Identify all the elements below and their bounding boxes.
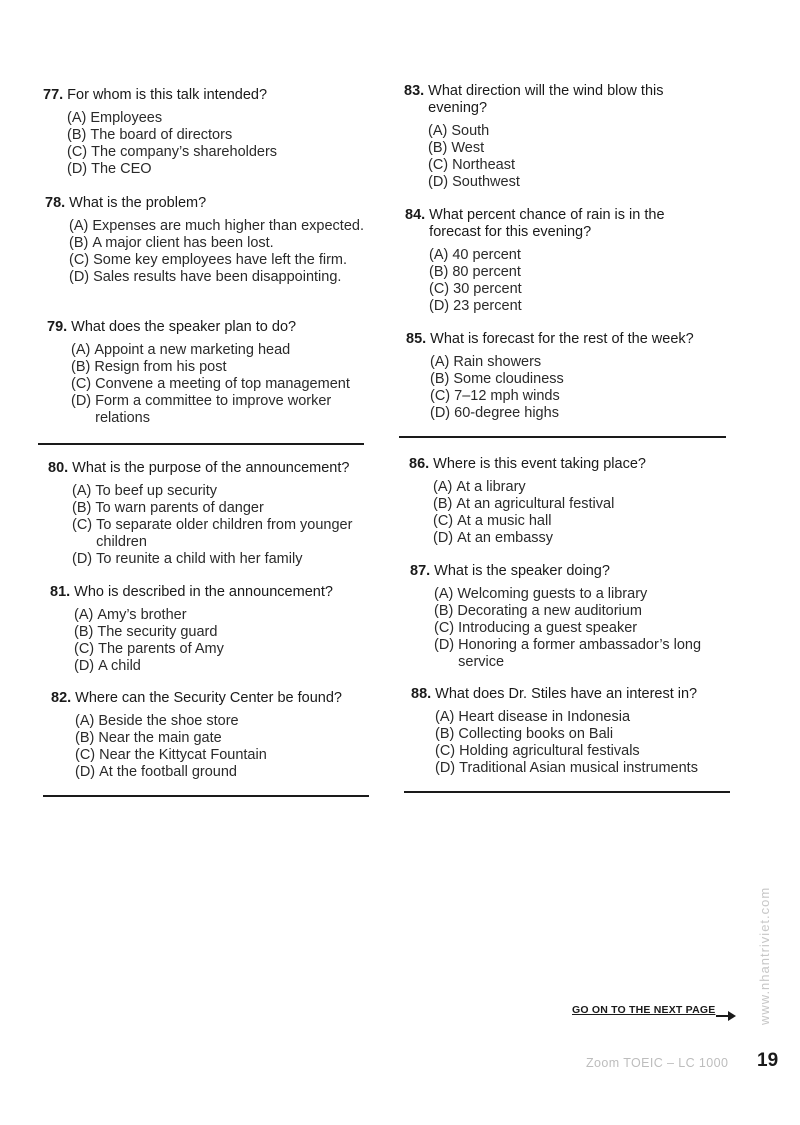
option-text: Honoring a former ambassador’s long service (458, 637, 702, 670)
answer-option (434, 620, 750, 637)
option-text: 80 percent (452, 264, 521, 280)
next-page-label: GO ON TO THE NEXT PAGE (572, 1004, 716, 1016)
question-text: What direction will the wind blow this evening? (428, 83, 664, 116)
option-text: South (451, 123, 490, 139)
option-letter: (D) (75, 764, 96, 780)
option-letter: (D) (72, 551, 93, 567)
question-number: 86. (409, 456, 430, 472)
answer-option (433, 479, 749, 496)
question-number: 84. (405, 207, 426, 223)
answer-option (69, 235, 385, 252)
option-letter: (C) (430, 388, 451, 404)
option-letter: (A) (72, 483, 92, 499)
answer-option (74, 658, 390, 675)
option-text: To warn parents of danger (95, 500, 264, 516)
option-text: Employees (90, 110, 163, 126)
question-number: 83. (404, 83, 425, 99)
option-letter: (D) (435, 760, 456, 776)
answer-options (428, 123, 704, 191)
page-number: 19 (757, 1050, 779, 1071)
option-text: At a music hall (457, 513, 552, 529)
answer-option (74, 641, 390, 658)
question-number: 87. (410, 563, 431, 579)
option-text: Beside the shoe store (98, 713, 239, 729)
question-85 (406, 331, 746, 422)
question-83 (404, 83, 704, 191)
answer-options (74, 607, 390, 675)
option-letter: (C) (434, 620, 455, 636)
answer-option (430, 405, 746, 422)
option-letter: (B) (69, 235, 89, 251)
question-number: 85. (406, 331, 427, 347)
answer-option (74, 607, 390, 624)
question-78 (45, 195, 385, 286)
arrow-right-icon (716, 1011, 736, 1021)
option-text: The CEO (91, 161, 152, 177)
question-88 (411, 686, 751, 777)
option-text: At the football ground (99, 764, 237, 780)
question-stem (51, 690, 391, 707)
question-text: Who is described in the announcement? (74, 584, 333, 600)
option-text: Near the Kittycat Fountain (99, 747, 267, 763)
question-stem (405, 207, 705, 241)
option-letter: (A) (429, 247, 449, 263)
answer-option (429, 298, 705, 315)
option-text: Collecting books on Bali (458, 726, 614, 742)
option-letter: (D) (429, 298, 450, 314)
answer-options (429, 247, 705, 315)
option-text: At a library (456, 479, 526, 495)
option-text: Decorating a new auditorium (457, 603, 642, 619)
option-text: Holding agricultural festivals (459, 743, 640, 759)
option-letter: (B) (74, 624, 94, 640)
question-77 (43, 87, 383, 178)
question-stem (48, 460, 388, 477)
answer-option (69, 218, 385, 235)
option-text: Near the main gate (98, 730, 222, 746)
option-letter: (A) (428, 123, 448, 139)
answer-option (75, 764, 391, 781)
question-stem (43, 87, 383, 104)
answer-option (429, 264, 705, 281)
answer-option (72, 500, 388, 517)
question-stem (410, 563, 750, 580)
option-text: At an embassy (457, 530, 554, 546)
option-letter: (A) (75, 713, 95, 729)
answer-option (75, 713, 391, 730)
answer-option (428, 123, 704, 140)
option-letter: (B) (430, 371, 450, 387)
option-letter: (C) (429, 281, 450, 297)
option-text: 30 percent (453, 281, 522, 297)
question-81 (50, 584, 390, 675)
question-86 (409, 456, 749, 547)
answer-option (435, 726, 751, 743)
answer-options (72, 483, 388, 568)
question-text: What percent chance of rain is in the forecast for this evening? (429, 207, 665, 240)
answer-option (69, 252, 385, 269)
question-stem (47, 319, 387, 336)
option-text: Traditional Asian musical instruments (459, 760, 698, 776)
answer-option (71, 376, 387, 393)
answer-option (433, 513, 749, 530)
question-text: What is the speaker doing? (434, 563, 610, 579)
option-text: Amy’s brother (97, 607, 187, 623)
answer-option (67, 161, 383, 178)
option-text: The company’s shareholders (91, 144, 278, 160)
option-letter: (A) (433, 479, 453, 495)
option-text: Heart disease in Indonesia (458, 709, 631, 725)
option-letter: (C) (69, 252, 90, 268)
question-text: For whom is this talk intended? (67, 87, 268, 103)
question-82 (51, 690, 391, 781)
option-letter: (D) (430, 405, 451, 421)
question-stem (45, 195, 385, 212)
option-letter: (C) (74, 641, 95, 657)
option-text: Resign from his post (94, 359, 227, 375)
question-79 (47, 319, 387, 427)
option-letter: (C) (435, 743, 456, 759)
answer-option (72, 483, 388, 500)
option-text: The board of directors (90, 127, 233, 143)
answer-options (433, 479, 749, 547)
question-text: What is the purpose of the announcement? (72, 460, 350, 476)
section-divider (43, 795, 369, 797)
option-text: A child (98, 658, 141, 674)
question-text: Where can the Security Center be found? (75, 690, 342, 706)
option-letter: (D) (433, 530, 454, 546)
option-letter: (D) (67, 161, 88, 177)
option-letter: (A) (74, 607, 94, 623)
answer-options (67, 110, 383, 178)
question-number: 78. (45, 195, 66, 211)
answer-option (429, 247, 705, 264)
option-text: Welcoming guests to a library (457, 586, 648, 602)
question-text: What is forecast for the rest of the week? (430, 331, 694, 347)
section-divider (404, 791, 730, 793)
answer-options (71, 342, 387, 427)
answer-option (435, 743, 751, 760)
answer-option (433, 530, 749, 547)
question-text: Where is this event taking place? (433, 456, 646, 472)
answer-option (75, 730, 391, 747)
option-text: 7–12 mph winds (454, 388, 560, 404)
option-text: The parents of Amy (98, 641, 224, 657)
answer-options (434, 586, 750, 671)
option-text: Appoint a new marketing head (94, 342, 291, 358)
answer-option (74, 624, 390, 641)
answer-option (435, 709, 751, 726)
option-letter: (D) (434, 637, 455, 653)
watermark: www.nhantriviet.com (757, 886, 772, 1025)
option-text: At an agricultural festival (456, 496, 615, 512)
answer-option (430, 388, 746, 405)
option-text: Southwest (452, 174, 520, 190)
question-number: 88. (411, 686, 432, 702)
option-letter: (A) (71, 342, 91, 358)
answer-option (71, 342, 387, 359)
option-text: Rain showers (453, 354, 542, 370)
answer-option (435, 760, 751, 777)
option-text: Expenses are much higher than expected. (92, 218, 364, 234)
option-letter: (C) (71, 376, 92, 392)
question-84 (405, 207, 705, 315)
option-letter: (B) (71, 359, 91, 375)
option-text: The security guard (97, 624, 218, 640)
answer-option (67, 110, 383, 127)
answer-option (67, 144, 383, 161)
answer-option (67, 127, 383, 144)
option-letter: (C) (67, 144, 88, 160)
option-text: To beef up security (95, 483, 218, 499)
answer-option (434, 586, 750, 603)
question-stem (50, 584, 390, 601)
option-letter: (A) (434, 586, 454, 602)
question-number: 80. (48, 460, 69, 476)
option-letter: (C) (428, 157, 449, 173)
option-text: To reunite a child with her family (96, 551, 303, 567)
answer-option (428, 140, 704, 157)
option-letter: (A) (430, 354, 450, 370)
question-87 (410, 563, 750, 671)
question-text: What does the speaker plan to do? (71, 319, 297, 335)
question-text: What does Dr. Stiles have an interest in? (435, 686, 698, 702)
answer-option (428, 157, 704, 174)
option-letter: (B) (75, 730, 95, 746)
option-text: Convene a meeting of top management (95, 376, 350, 392)
answer-option (434, 637, 750, 671)
answer-options (69, 218, 385, 286)
option-letter: (C) (72, 517, 93, 533)
answer-option (72, 517, 388, 551)
option-letter: (B) (429, 264, 449, 280)
answer-option (75, 747, 391, 764)
answer-option (428, 174, 704, 191)
option-letter: (C) (433, 513, 454, 529)
option-text: West (451, 140, 485, 156)
option-text: 60-degree highs (454, 405, 559, 421)
option-letter: (D) (428, 174, 449, 190)
answer-options (430, 354, 746, 422)
answer-option (72, 551, 388, 568)
question-stem (406, 331, 746, 348)
option-letter: (D) (69, 269, 90, 285)
option-letter: (B) (67, 127, 87, 143)
answer-options (75, 713, 391, 781)
option-letter: (C) (75, 747, 96, 763)
answer-option (434, 603, 750, 620)
option-text: 23 percent (453, 298, 522, 314)
option-letter: (B) (435, 726, 455, 742)
section-divider (399, 436, 726, 438)
option-letter: (A) (67, 110, 87, 126)
option-text: A major client has been lost. (92, 235, 274, 251)
option-letter: (B) (433, 496, 453, 512)
book-title: Zoom TOEIC – LC 1000 (586, 1056, 729, 1070)
question-number: 77. (43, 87, 64, 103)
answer-option (433, 496, 749, 513)
option-text: 40 percent (452, 247, 521, 263)
question-stem (404, 83, 704, 117)
option-letter: (A) (69, 218, 89, 234)
option-text: Sales results have been disappointing. (93, 269, 342, 285)
question-stem (411, 686, 751, 703)
answer-option (430, 354, 746, 371)
question-number: 79. (47, 319, 68, 335)
option-letter: (D) (74, 658, 95, 674)
option-letter: (B) (428, 140, 448, 156)
answer-option (429, 281, 705, 298)
option-letter: (B) (72, 500, 92, 516)
option-text: Introducing a guest speaker (458, 620, 638, 636)
answer-option (71, 393, 387, 427)
option-letter: (D) (71, 393, 92, 409)
answer-option (71, 359, 387, 376)
question-stem (409, 456, 749, 473)
option-text: Some cloudiness (453, 371, 564, 387)
option-text: Form a committee to improve worker relations (95, 393, 332, 426)
question-80 (48, 460, 388, 568)
option-text: Some key employees have left the firm. (93, 252, 348, 268)
section-divider (38, 443, 364, 445)
question-number: 82. (51, 690, 72, 706)
option-text: Northeast (452, 157, 516, 173)
option-text: To separate older children from younger children (96, 517, 353, 550)
option-letter: (B) (434, 603, 454, 619)
answer-option (430, 371, 746, 388)
option-letter: (A) (435, 709, 455, 725)
answer-options (435, 709, 751, 777)
answer-option (69, 269, 385, 286)
question-text: What is the problem? (69, 195, 207, 211)
question-number: 81. (50, 584, 71, 600)
